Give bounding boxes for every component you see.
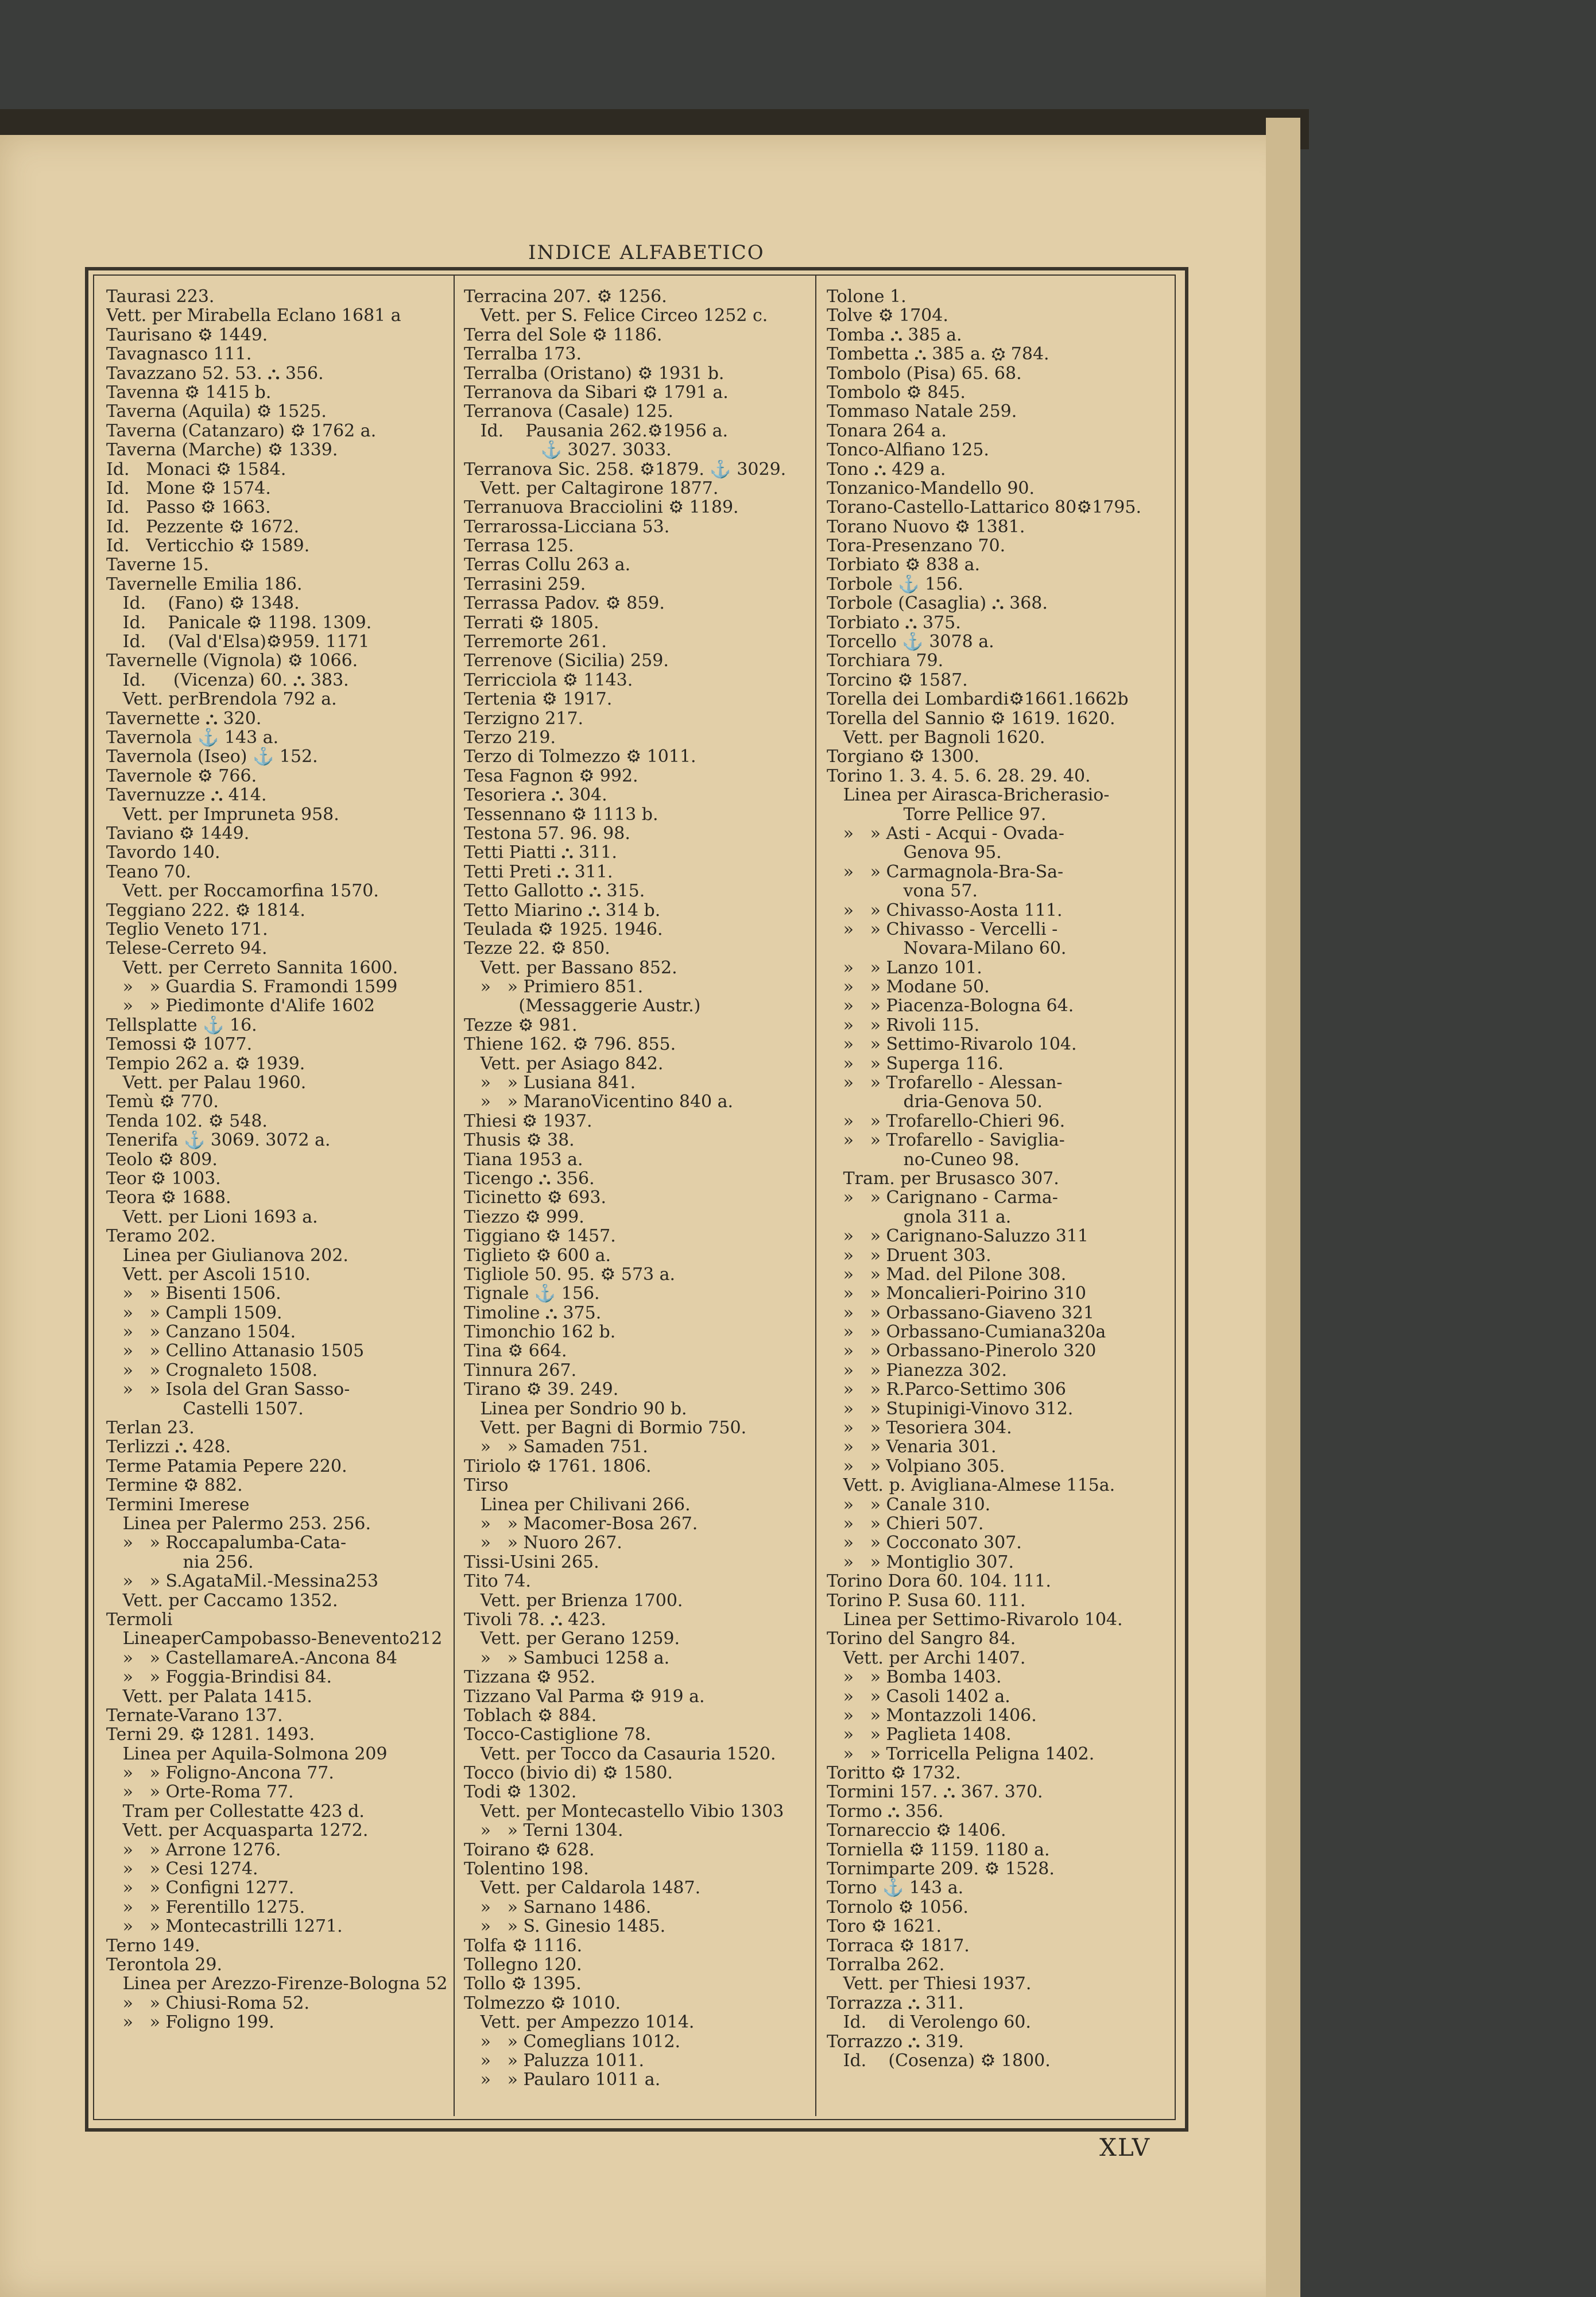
- index-entry: Tavernuzze ⛬ 414.: [106, 786, 267, 805]
- index-entry: » » Piacenza-Bologna 64.: [827, 996, 1074, 1016]
- index-entry: Id. di Verolengo 60.: [827, 2013, 1031, 2032]
- index-entry: Tavernola ⚓ 143 a.: [106, 728, 279, 748]
- index-entry: Tirano ⚙ 39. 249.: [464, 1380, 619, 1399]
- index-entry: » » Sambuci 1258 a.: [464, 1648, 670, 1668]
- index-entry: » » Modane 50.: [827, 977, 990, 997]
- index-entry: Tombolo (Pisa) 65. 68.: [827, 364, 1022, 383]
- index-entry: Terontola 29.: [106, 1955, 223, 1975]
- index-entry: Tito 74.: [464, 1572, 531, 1591]
- index-entry: Torniella ⚙ 1159. 1180 a.: [827, 1840, 1050, 1860]
- index-entry: Tormo ⛬ 356.: [827, 1801, 944, 1822]
- index-entry: » » Crognaleto 1508.: [106, 1360, 318, 1380]
- index-entry: Toblach ⚙ 884.: [464, 1706, 597, 1726]
- index-entry: » » Rivoli 115.: [827, 1015, 980, 1035]
- index-entry: » » Nuoro 267.: [464, 1533, 622, 1553]
- index-entry: Tornimparte 209. ⚙ 1528.: [827, 1859, 1055, 1879]
- index-entry: » » Montiglio 307.: [827, 1552, 1014, 1572]
- index-entry: Vett. per Bassano 852.: [464, 958, 677, 978]
- index-entry: Vett. per Impruneta 958.: [106, 805, 339, 824]
- index-entry: Torella del Sannio ⚙ 1619. 1620.: [827, 709, 1115, 728]
- index-entry: Id. Pausania 262.⚙1956 a.: [464, 421, 729, 441]
- index-entry: Tizzana ⚙ 952.: [464, 1668, 596, 1687]
- index-entry: Torino del Sangro 84.: [827, 1629, 1016, 1649]
- index-entry: Tollegno 120.: [464, 1955, 582, 1975]
- index-entry: Terlizzi ⛬ 428.: [106, 1437, 231, 1457]
- index-entry: Ticinetto ⚙ 693.: [464, 1188, 607, 1208]
- index-entry: » » Montecastrilli 1271.: [106, 1917, 343, 1936]
- index-entry: Tavordo 140.: [106, 843, 220, 863]
- index-entry: Torrazza ⛬ 311.: [827, 1993, 964, 2013]
- index-entry: Torrazzo ⛬ 319.: [827, 2032, 964, 2051]
- index-entry: Torcino ⚙ 1587.: [827, 670, 968, 690]
- index-entry: Tinnura 267.: [464, 1360, 577, 1380]
- index-entry: Linea per Arezzo-Firenze-Bologna 52: [106, 1974, 448, 1994]
- index-entry: Tetti Piatti ⛬ 311.: [464, 843, 617, 863]
- index-entry: no-Cuneo 98.: [827, 1150, 1020, 1169]
- index-entry: Tenerifa ⚓ 3069. 3072 a.: [106, 1131, 331, 1150]
- index-entry: » » Bisenti 1506.: [106, 1284, 281, 1304]
- index-entry: Tavernola (Iseo) ⚓ 152.: [106, 747, 318, 767]
- index-entry: Tesa Fagnon ⚙ 992.: [464, 766, 638, 786]
- index-entry: Tiezzo ⚙ 999.: [464, 1207, 584, 1227]
- index-entry: Torno ⚓ 143 a.: [827, 1878, 964, 1898]
- index-entry: (Messaggerie Austr.): [464, 996, 701, 1016]
- index-entry: Terranova da Sibari ⚙ 1791 a.: [464, 382, 729, 403]
- index-entry: Terras Collu 263 a.: [464, 555, 631, 575]
- index-entry: Toritto ⚙ 1732.: [827, 1764, 961, 1783]
- index-entry: Ternate-Varano 137.: [106, 1706, 283, 1726]
- index-entry: Tiglieto ⚙ 600 a.: [464, 1246, 611, 1265]
- index-entry: Vett. p. Avigliana-Almese 115a.: [827, 1476, 1115, 1495]
- index-entry: Tenda 102. ⚙ 548.: [106, 1111, 268, 1131]
- index-entry: Terracina 207. ⚙ 1256.: [464, 287, 667, 307]
- index-entry: » » Configni 1277.: [106, 1878, 295, 1898]
- index-entry: Torchiara 79.: [827, 651, 944, 671]
- index-entry: » » Volpiano 305.: [827, 1456, 1005, 1476]
- index-entry: Terrarossa-Licciana 53.: [464, 517, 670, 537]
- index-entry: » » Orbassano-Cumiana320a: [827, 1322, 1106, 1342]
- index-entry: » » Settimo-Rivarolo 104.: [827, 1035, 1077, 1054]
- index-entry: Id. Mone ⚙ 1574.: [106, 478, 271, 498]
- index-entry: Terra del Sole ⚙ 1186.: [464, 325, 663, 345]
- index-entry: Vett. per Bagnoli 1620.: [827, 728, 1045, 748]
- index-entry: » » Mad. del Pilone 308.: [827, 1264, 1067, 1285]
- index-entry: » » Lusiana 841.: [464, 1073, 636, 1093]
- index-entry: Terranova (Casale) 125.: [464, 402, 673, 421]
- index-entry: Tigliole 50. 95. ⚙ 573 a.: [464, 1264, 676, 1285]
- index-entry: dria-Genova 50.: [827, 1092, 1043, 1112]
- index-entry: Torralba 262.: [827, 1955, 945, 1975]
- index-entry: » » Canale 310.: [827, 1495, 991, 1514]
- index-entry: Tavazzano 52. 53. ⛬ 356.: [106, 364, 324, 383]
- index-entry: Tombetta ⛬ 385 a. ⚙ 784.: [827, 345, 1049, 364]
- index-entry: Terranuova Bracciolini ⚙ 1189.: [464, 498, 739, 517]
- index-entry: Torano-Castello-Lattarico 80⚙1795.: [827, 498, 1142, 517]
- index-entry: Linea per Giulianova 202.: [106, 1246, 348, 1265]
- index-entry: Tolfa ⚙ 1116.: [464, 1936, 583, 1955]
- index-entry: nia 256.: [106, 1552, 254, 1572]
- index-entry: Tertenia ⚙ 1917.: [464, 690, 613, 709]
- index-entry: Tornareccio ⚙ 1406.: [827, 1821, 1006, 1840]
- index-entry: Terranova Sic. 258. ⚙1879. ⚓ 3029.: [464, 459, 787, 479]
- index-entry: Timoline ⛬ 375.: [464, 1303, 602, 1323]
- index-entry: » » Paluzza 1011.: [464, 2051, 645, 2071]
- index-entry: Id. Verticchio ⚙ 1589.: [106, 536, 310, 556]
- index-entry: Tiriolo ⚙ 1761. 1806.: [464, 1456, 652, 1476]
- index-entry: Torbiato ⚙ 838 a.: [827, 555, 981, 575]
- index-entry: » » Asti - Acqui - Ovada-: [827, 823, 1064, 844]
- index-entry: » » Pianezza 302.: [827, 1360, 1008, 1380]
- index-entry: Vett. per Acquasparta 1272.: [106, 1821, 369, 1840]
- index-entry: » » Canzano 1504.: [106, 1322, 296, 1342]
- index-entry: Terni 29. ⚙ 1281. 1493.: [106, 1725, 315, 1745]
- page-header: INDICE ALFABETICO: [528, 241, 765, 264]
- index-entry: Tonco-Alfiano 125.: [827, 440, 989, 460]
- index-entry: Vett. per Montecastello Vibio 1303: [464, 1801, 784, 1822]
- index-entry: Tornolo ⚙ 1056.: [827, 1897, 969, 1917]
- index-entry: Tram. per Brusasco 307.: [827, 1169, 1059, 1189]
- index-entry: Vett. per S. Felice Circeo 1252 c.: [464, 306, 768, 326]
- index-entry: » » Orbassano-Pinerolo 320: [827, 1341, 1097, 1361]
- index-entry: » » S. Ginesio 1485.: [464, 1917, 666, 1936]
- index-entry: » » Carmagnola-Bra-Sa-: [827, 862, 1064, 882]
- index-entry: » » Cesi 1274.: [106, 1859, 258, 1879]
- index-entry: Vett. per Asiago 842.: [464, 1054, 664, 1074]
- index-entry: » » Terni 1304.: [464, 1821, 623, 1840]
- index-entry: Torre Pellice 97.: [827, 805, 1047, 824]
- index-entry: » » Superga 116.: [827, 1054, 1004, 1074]
- index-entry: » » Torricella Peligna 1402.: [827, 1744, 1095, 1764]
- index-entry: Tocco-Castiglione 78.: [464, 1725, 652, 1745]
- index-entry: » » S.AgataMil.-Messina253: [106, 1572, 379, 1591]
- index-entry: Novara-Milano 60.: [827, 939, 1067, 958]
- index-entry: » » Chivasso-Aosta 111.: [827, 900, 1063, 920]
- index-entry: » » Arrone 1276.: [106, 1840, 281, 1860]
- index-entry: Castelli 1507.: [106, 1399, 304, 1419]
- index-entry: » » Roccapalumba-Cata-: [106, 1533, 347, 1553]
- index-entry: Linea per Palermo 253. 256.: [106, 1514, 371, 1534]
- index-entry: Terzo di Tolmezzo ⚙ 1011.: [464, 747, 696, 767]
- index-entry: Tessennano ⚙ 1113 b.: [464, 805, 658, 824]
- index-entry: » » Venaria 301.: [827, 1437, 997, 1457]
- index-entry: Tolmezzo ⚙ 1010.: [464, 1993, 621, 2013]
- index-entry: Linea per Chilivani 266.: [464, 1495, 691, 1514]
- index-entry: Torcello ⚓ 3078 a.: [827, 632, 994, 652]
- index-entry: Taurasi 223.: [106, 287, 215, 307]
- index-entry: Terrasa 125.: [464, 536, 574, 556]
- index-entry: Tommaso Natale 259.: [827, 402, 1017, 421]
- index-entry: Temossi ⚙ 1077.: [106, 1035, 253, 1054]
- index-entry: Torella dei Lombardi⚙1661.1662b: [827, 690, 1129, 709]
- index-entry: Termine ⚙ 882.: [106, 1476, 243, 1495]
- index-entry: Linea per Settimo-Rivarolo 104.: [827, 1610, 1123, 1630]
- index-entry: Tocco (bivio di) ⚙ 1580.: [464, 1764, 673, 1783]
- index-entry: Tonara 264 a.: [827, 421, 947, 441]
- index-entry: Vett. per Thiesi 1937.: [827, 1974, 1032, 1994]
- index-column-3: [827, 287, 1171, 2070]
- index-entry: Tissi-Usini 265.: [464, 1552, 599, 1572]
- index-entry: Thusis ⚙ 38.: [464, 1131, 575, 1150]
- index-entry: » » Comeglians 1012.: [464, 2032, 681, 2051]
- index-entry: » » Campli 1509.: [106, 1303, 282, 1323]
- index-entry: Tezze 22. ⚙ 850.: [464, 939, 610, 958]
- index-entry: » » Ferentillo 1275.: [106, 1897, 305, 1917]
- index-entry: Tiggiano ⚙ 1457.: [464, 1227, 616, 1246]
- index-entry: Tono ⛬ 429 a.: [827, 459, 946, 479]
- index-entry: » » Chiusi-Roma 52.: [106, 1993, 310, 2013]
- index-entry: Tram per Collestatte 423 d.: [106, 1801, 365, 1822]
- index-entry: Id. (Vicenza) 60. ⛬ 383.: [106, 670, 349, 690]
- index-entry: Torraca ⚙ 1817.: [827, 1936, 970, 1955]
- index-entry: Teolo ⚙ 809.: [106, 1150, 218, 1169]
- index-entry: Tavernette ⛬ 320.: [106, 709, 262, 728]
- index-entry: Vett. per Tocco da Casauria 1520.: [464, 1744, 776, 1764]
- index-entry: Terlan 23.: [106, 1418, 195, 1438]
- index-entry: Taverne 15.: [106, 555, 209, 575]
- index-entry: Vett. per Gerano 1259.: [464, 1629, 680, 1649]
- index-entry: Termoli: [106, 1610, 173, 1630]
- index-entry: Tolone 1.: [827, 287, 907, 307]
- index-entry: Genova 95.: [827, 843, 1002, 863]
- index-entry: Vett. per Mirabella Eclano 1681 a: [106, 306, 401, 326]
- index-entry: Taurisano ⚙ 1449.: [106, 325, 268, 345]
- index-entry: Tombolo ⚙ 845.: [827, 382, 966, 403]
- index-entry: » » Macomer-Bosa 267.: [464, 1514, 698, 1534]
- index-entry: Terricciola ⚙ 1143.: [464, 670, 633, 690]
- index-entry: Terzigno 217.: [464, 709, 584, 728]
- index-entry: Tolve ⚙ 1704.: [827, 306, 948, 326]
- index-entry: Terrassa Padov. ⚙ 859.: [464, 594, 665, 613]
- page-edge: [1266, 118, 1300, 2297]
- index-entry: Tonzanico-Mandello 90.: [827, 478, 1035, 498]
- index-entry: Thiene 162. ⚙ 796. 855.: [464, 1035, 676, 1054]
- index-entry: Linea per Airasca-Bricherasio-: [827, 786, 1110, 805]
- index-entry: » » Paularo 1011 a.: [464, 2070, 661, 2090]
- index-entry: Toirano ⚙ 628.: [464, 1840, 595, 1860]
- index-entry: Terrenove (Sicilia) 259.: [464, 651, 669, 671]
- page-number: XLV: [1099, 2133, 1151, 2161]
- index-entry: Teulada ⚙ 1925. 1946.: [464, 919, 663, 939]
- index-entry: » » Lanzo 101.: [827, 958, 982, 978]
- index-entry: Tomba ⛬ 385 a.: [827, 325, 962, 345]
- index-entry: Vett. per Palata 1415.: [106, 1687, 312, 1706]
- index-entry: Tavernelle Emilia 186.: [106, 574, 303, 594]
- index-entry: Vett. per Archi 1407.: [827, 1648, 1026, 1668]
- index-entry: Tina ⚙ 664.: [464, 1341, 567, 1361]
- index-entry: » » Moncalieri-Poirino 310: [827, 1284, 1087, 1304]
- index-entry: Vett. per Roccamorfina 1570.: [106, 881, 379, 901]
- index-entry: Vett. perBrendola 792 a.: [106, 690, 337, 709]
- index-entry: » » Bomba 1403.: [827, 1668, 1002, 1687]
- index-entry: Vett. per Bagni di Bormio 750.: [464, 1418, 747, 1438]
- index-entry: Tempio 262 a. ⚙ 1939.: [106, 1054, 305, 1074]
- index-entry: » » Trofarello - Savigliа-: [827, 1131, 1065, 1150]
- index-entry: Toro ⚙ 1621.: [827, 1917, 942, 1936]
- index-entry: Linea per Aquila-Solmona 209: [106, 1744, 388, 1764]
- index-entry: vona 57.: [827, 881, 978, 901]
- index-entry: Vett. per Caccamo 1352.: [106, 1591, 338, 1610]
- index-entry: » » Carignano - Carma-: [827, 1188, 1058, 1208]
- index-entry: Id. (Fano) ⚙ 1348.: [106, 594, 300, 613]
- index-entry: Tezze ⚙ 981.: [464, 1015, 578, 1035]
- index-entry: Terralba (Oristano) ⚙ 1931 b.: [464, 364, 725, 383]
- index-entry: » » CastellamareA.-Ancona 84: [106, 1648, 398, 1668]
- index-entry: » » R.Parco-Settimo 306: [827, 1380, 1066, 1399]
- index-entry: Tora-Presenzano 70.: [827, 536, 1006, 556]
- index-entry: Linea per Sondrio 90 b.: [464, 1399, 687, 1419]
- index-entry: Torino Dora 60. 104. 111.: [827, 1572, 1051, 1591]
- index-entry: Vett. per Ampezzo 1014.: [464, 2013, 695, 2032]
- index-entry: Id. Monaci ⚙ 1584.: [106, 459, 286, 479]
- index-entry: Termini Imerese: [106, 1495, 250, 1514]
- index-entry: Taverna (Marche) ⚙ 1339.: [106, 440, 338, 460]
- index-entry: » » Stupinigi-Vinovo 312.: [827, 1399, 1074, 1419]
- index-entry: Vett. per Palau 1960.: [106, 1073, 307, 1093]
- index-entry: Id. (Cosenza) ⚙ 1800.: [827, 2051, 1051, 2071]
- index-entry: Vett. per Caltagirone 1877.: [464, 478, 719, 498]
- index-entry: Thiesi ⚙ 1937.: [464, 1111, 592, 1131]
- index-entry: Tormini 157. ⛬ 367. 370.: [827, 1782, 1043, 1802]
- index-entry: Telese-Cerreto 94.: [106, 939, 268, 958]
- index-entry: » » Chivasso - Vercelli -: [827, 919, 1058, 939]
- index-entry: Vett. per Ascoli 1510.: [106, 1264, 311, 1285]
- index-entry: Id. (Val d'Elsa)⚙959. 1171: [106, 632, 370, 652]
- index-entry: Tavernole ⚙ 766.: [106, 766, 257, 786]
- index-entry: » » Primiero 851.: [464, 977, 644, 997]
- index-entry: Teggiano 222. ⚙ 1814.: [106, 900, 305, 920]
- index-entry: Terrasini 259.: [464, 574, 586, 594]
- index-entry: Id. Panicale ⚙ 1198. 1309.: [106, 613, 372, 633]
- column-separator: [454, 276, 455, 2116]
- index-entry: Temù ⚙ 770.: [106, 1092, 219, 1112]
- index-entry: » » Paglieta 1408.: [827, 1725, 1012, 1745]
- index-entry: Id. Passo ⚙ 1663.: [106, 498, 271, 517]
- index-entry: Tiana 1953 a.: [464, 1150, 583, 1169]
- index-column-1: [106, 287, 451, 2032]
- index-entry: Terrati ⚙ 1805.: [464, 613, 599, 633]
- index-entry: gnola 311 a.: [827, 1207, 1012, 1227]
- index-entry: Vett. per Lioni 1693 a.: [106, 1207, 318, 1227]
- index-entry: Todi ⚙ 1302.: [464, 1782, 577, 1802]
- index-entry: Tetto Gallotto ⛬ 315.: [464, 881, 645, 901]
- index-entry: » » Trofarello-Chieri 96.: [827, 1111, 1066, 1131]
- index-entry: Taverna (Catanzaro) ⚙ 1762 a.: [106, 421, 377, 441]
- index-entry: Tirso: [464, 1476, 509, 1495]
- index-entry: Vett. per Cerreto Sannita 1600.: [106, 958, 398, 978]
- index-entry: Ticengo ⛬ 356.: [464, 1169, 595, 1189]
- index-column-2: [464, 287, 808, 2090]
- index-entry: » » Druent 303.: [827, 1246, 991, 1265]
- index-entry: Terno 149.: [106, 1936, 200, 1955]
- index-entry: Teano 70.: [106, 862, 191, 882]
- index-entry: » » Cellino Attanasio 1505: [106, 1341, 365, 1361]
- index-entry: Tetti Preti ⛬ 311.: [464, 862, 613, 882]
- index-entry: » » Foggia-Brindisi 84.: [106, 1668, 332, 1687]
- index-entry: Terme Patamia Pepere 220.: [106, 1456, 347, 1476]
- index-entry: Torbole ⚓ 156.: [827, 574, 963, 594]
- index-entry: Vett. per Brienza 1700.: [464, 1591, 683, 1610]
- column-separator: [815, 276, 816, 2116]
- index-entry: » » Foligno-Ancona 77.: [106, 1764, 334, 1783]
- index-entry: » » Montazzoli 1406.: [827, 1706, 1037, 1726]
- index-entry: Terzo 219.: [464, 728, 556, 748]
- index-entry: Tellsplatte ⚓ 16.: [106, 1015, 257, 1035]
- index-entry: Testona 57. 96. 98.: [464, 823, 630, 844]
- index-entry: Taverna (Aquila) ⚙ 1525.: [106, 402, 327, 421]
- index-entry: » » Orte-Roma 77.: [106, 1782, 294, 1802]
- index-entry: Timonchio 162 b.: [464, 1322, 616, 1342]
- index-entry: » » Isola del Gran Sasso-: [106, 1380, 350, 1399]
- index-entry: Torbole (Casaglia) ⛬ 368.: [827, 594, 1048, 613]
- index-entry: LineaperCampobasso-Benevento212: [106, 1629, 443, 1649]
- index-entry: » » Carignano-Saluzzo 311: [827, 1227, 1088, 1246]
- index-entry: Id. Pezzente ⚙ 1672.: [106, 517, 300, 537]
- index-entry: Tetto Miarino ⛬ 314 b.: [464, 900, 661, 920]
- index-entry: » » Guardia S. Framondi 1599: [106, 977, 398, 997]
- index-entry: » » Orbassano-Giaveno 321: [827, 1303, 1095, 1323]
- index-entry: » » Samaden 751.: [464, 1437, 648, 1457]
- index-entry: Teramo 202.: [106, 1227, 216, 1246]
- index-entry: Torgiano ⚙ 1300.: [827, 747, 980, 767]
- index-entry: Torbiato ⛬ 375.: [827, 613, 961, 633]
- index-entry: ⚓ 3027. 3033.: [464, 440, 672, 460]
- index-entry: Teglio Veneto 171.: [106, 919, 268, 939]
- index-entry: Torino 1. 3. 4. 5. 6. 28. 29. 40.: [827, 766, 1091, 786]
- index-entry: Tivoli 78. ⛬ 423.: [464, 1610, 606, 1630]
- index-entry: Tignale ⚓ 156.: [464, 1284, 600, 1304]
- index-entry: » » Piedimonte d'Alife 1602: [106, 996, 375, 1016]
- index-entry: Tesoriera ⛬ 304.: [464, 786, 607, 805]
- index-entry: Teora ⚙ 1688.: [106, 1188, 231, 1208]
- index-entry: » » MaranoVicentino 840 a.: [464, 1092, 734, 1112]
- index-entry: » » Cocconato 307.: [827, 1533, 1022, 1553]
- index-entry: Tizzano Val Parma ⚙ 919 a.: [464, 1687, 705, 1706]
- index-entry: Teor ⚙ 1003.: [106, 1169, 221, 1189]
- index-entry: Vett. per Caldarola 1487.: [464, 1878, 701, 1898]
- index-entry: Tavagnasco 111.: [106, 345, 252, 364]
- index-entry: Tollo ⚙ 1395.: [464, 1974, 582, 1994]
- index-entry: » » Sarnano 1486.: [464, 1897, 652, 1917]
- index-entry: Tavernelle (Vignola) ⚙ 1066.: [106, 651, 358, 671]
- index-entry: » » Foligno 199.: [106, 2013, 274, 2032]
- index-entry: Tolentino 198.: [464, 1859, 589, 1879]
- index-entry: » » Casoli 1402 a.: [827, 1687, 1010, 1706]
- index-entry: Tavenna ⚙ 1415 b.: [106, 382, 272, 403]
- index-entry: Torino P. Susa 60. 111.: [827, 1591, 1026, 1610]
- index-entry: Taviano ⚙ 1449.: [106, 823, 250, 844]
- index-entry: » » Chieri 507.: [827, 1514, 984, 1534]
- index-entry: Torano Nuovo ⚙ 1381.: [827, 517, 1025, 537]
- index-entry: Terremorte 261.: [464, 632, 607, 652]
- index-entry: » » Trofarello - Alessan-: [827, 1073, 1063, 1093]
- index-entry: » » Tesoriera 304.: [827, 1418, 1012, 1438]
- index-entry: Terralba 173.: [464, 345, 582, 364]
